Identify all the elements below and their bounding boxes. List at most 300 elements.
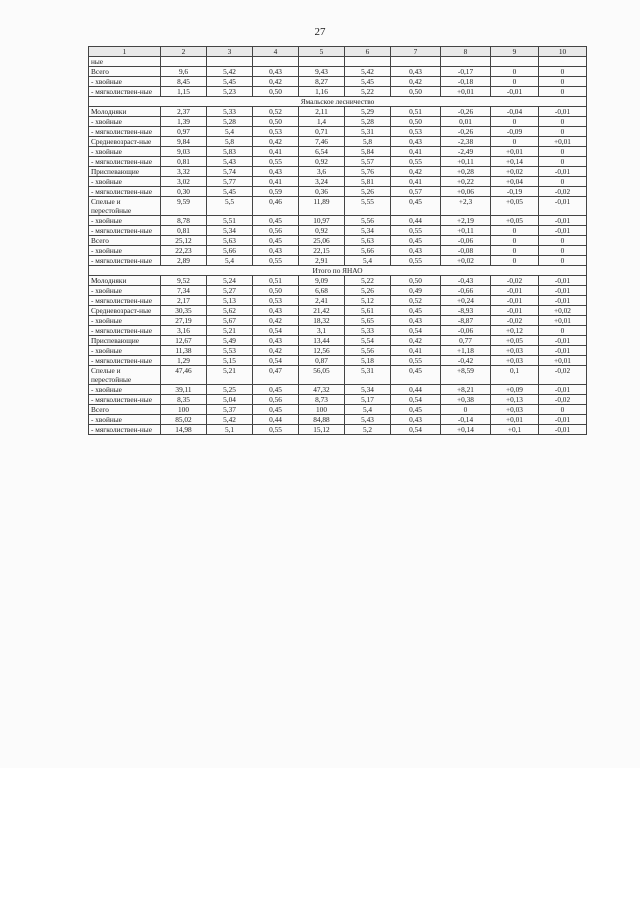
table-cell: -0,43 bbox=[441, 276, 491, 286]
table-cell: 5,74 bbox=[207, 167, 253, 177]
table-cell: 3,02 bbox=[161, 177, 207, 187]
table-cell: 9,43 bbox=[299, 67, 345, 77]
table-cell: -0,01 bbox=[539, 296, 587, 306]
table-cell: 18,32 bbox=[299, 316, 345, 326]
table-cell: 39,11 bbox=[161, 385, 207, 395]
table-cell: 8,45 bbox=[161, 77, 207, 87]
header-cell: 9 bbox=[491, 47, 539, 57]
table-row bbox=[89, 425, 587, 435]
table-cell: 5,81 bbox=[345, 177, 391, 187]
table-cell: 0,45 bbox=[253, 405, 299, 415]
table-cell: -0,01 bbox=[491, 306, 539, 316]
table-cell: +0,05 bbox=[491, 197, 539, 216]
table-cell: 21,42 bbox=[299, 306, 345, 316]
table-cell: 5,22 bbox=[345, 87, 391, 97]
table-cell: +2,3 bbox=[441, 197, 491, 216]
table-cell: 5,8 bbox=[345, 137, 391, 147]
table-cell: 0,43 bbox=[391, 316, 441, 326]
table-cell: +8,59 bbox=[441, 366, 491, 385]
table-cell: 0,44 bbox=[391, 216, 441, 226]
table-cell: 5,13 bbox=[207, 296, 253, 306]
table-cell: 0,43 bbox=[391, 246, 441, 256]
table-cell: 5,26 bbox=[345, 286, 391, 296]
table-cell bbox=[391, 57, 441, 67]
table-cell: -0,18 bbox=[441, 77, 491, 87]
table-cell bbox=[491, 57, 539, 67]
table-cell: 25,06 bbox=[299, 236, 345, 246]
table-cell: 3,1 bbox=[299, 326, 345, 336]
table-cell: 5,27 bbox=[207, 286, 253, 296]
data-table bbox=[88, 46, 587, 435]
table-cell: +0,09 bbox=[491, 385, 539, 395]
table-cell: +0,1 bbox=[491, 425, 539, 435]
table-cell: 3,32 bbox=[161, 167, 207, 177]
row-label: - хвойные bbox=[89, 286, 161, 296]
table-cell: 9,6 bbox=[161, 67, 207, 77]
table-cell: 0 bbox=[539, 157, 587, 167]
table-cell: 0,50 bbox=[253, 87, 299, 97]
table-cell: 0,47 bbox=[253, 366, 299, 385]
section-row bbox=[89, 266, 587, 276]
table-cell: 5,22 bbox=[345, 276, 391, 286]
row-label: - хвойные bbox=[89, 415, 161, 425]
table-row bbox=[89, 216, 587, 226]
table-cell: 0,55 bbox=[391, 256, 441, 266]
header-cell: 7 bbox=[391, 47, 441, 57]
table-cell: 0,45 bbox=[391, 236, 441, 246]
table-cell: 11,89 bbox=[299, 197, 345, 216]
table-cell: 7,46 bbox=[299, 137, 345, 147]
table-cell: +8,21 bbox=[441, 385, 491, 395]
table-cell: 0,45 bbox=[253, 385, 299, 395]
table-cell bbox=[539, 57, 587, 67]
section-title: Итого по ЯНАО bbox=[89, 266, 587, 276]
table-row bbox=[89, 77, 587, 87]
table-cell: 5,66 bbox=[207, 246, 253, 256]
table-cell: -0,01 bbox=[539, 425, 587, 435]
table-cell: 5,4 bbox=[345, 256, 391, 266]
table-cell: 0,50 bbox=[391, 87, 441, 97]
table-cell: 0,01 bbox=[441, 117, 491, 127]
table-body bbox=[89, 47, 587, 435]
table-cell: 5,4 bbox=[207, 127, 253, 137]
table-row bbox=[89, 127, 587, 137]
table-row bbox=[89, 117, 587, 127]
table-cell: 0,42 bbox=[391, 77, 441, 87]
table-cell: +0,03 bbox=[491, 346, 539, 356]
table-cell: +0,03 bbox=[491, 356, 539, 366]
table-row bbox=[89, 385, 587, 395]
table-row bbox=[89, 356, 587, 366]
table-cell: 5,34 bbox=[207, 226, 253, 236]
table-row bbox=[89, 395, 587, 405]
table-cell: 0,42 bbox=[253, 316, 299, 326]
table-cell: 0,42 bbox=[391, 167, 441, 177]
table-cell: -0,19 bbox=[491, 187, 539, 197]
table-cell: 84,88 bbox=[299, 415, 345, 425]
table-cell: -0,02 bbox=[491, 316, 539, 326]
table-cell: 5,63 bbox=[207, 236, 253, 246]
table-row bbox=[89, 256, 587, 266]
table-cell: 0,51 bbox=[391, 107, 441, 117]
table-cell: 12,67 bbox=[161, 336, 207, 346]
table-cell: -0,14 bbox=[441, 415, 491, 425]
table-cell: 14,98 bbox=[161, 425, 207, 435]
table-cell: 0 bbox=[491, 246, 539, 256]
table-cell: -0,01 bbox=[539, 167, 587, 177]
table-cell: 0,55 bbox=[391, 157, 441, 167]
table-cell: 0,41 bbox=[253, 147, 299, 157]
row-label: - мягколиствен-ные bbox=[89, 296, 161, 306]
table-cell: -0,06 bbox=[441, 326, 491, 336]
table-cell: 5,84 bbox=[345, 147, 391, 157]
table-row bbox=[89, 187, 587, 197]
table-cell: 0,45 bbox=[391, 306, 441, 316]
table-cell: 0,53 bbox=[253, 127, 299, 137]
table-cell: 8,78 bbox=[161, 216, 207, 226]
row-label: - мягколиствен-ные bbox=[89, 187, 161, 197]
table-cell bbox=[161, 57, 207, 67]
table-cell: 85,02 bbox=[161, 415, 207, 425]
section-row bbox=[89, 97, 587, 107]
table-cell: 5,77 bbox=[207, 177, 253, 187]
table-cell: 0 bbox=[491, 236, 539, 246]
table-cell: 1,39 bbox=[161, 117, 207, 127]
table-cell: +0,11 bbox=[441, 226, 491, 236]
table-cell: 0,43 bbox=[253, 167, 299, 177]
table-cell: 2,41 bbox=[299, 296, 345, 306]
table-cell: 10,97 bbox=[299, 216, 345, 226]
table-cell: 0,43 bbox=[253, 336, 299, 346]
table-cell: -0,01 bbox=[539, 276, 587, 286]
row-label: Молодняки bbox=[89, 107, 161, 117]
table-cell: 0,52 bbox=[253, 107, 299, 117]
table-cell: 0,42 bbox=[391, 336, 441, 346]
table-cell: 0 bbox=[491, 256, 539, 266]
table-cell: -8,93 bbox=[441, 306, 491, 316]
table-cell bbox=[207, 57, 253, 67]
table-cell: 0,41 bbox=[391, 346, 441, 356]
table-cell: 12,56 bbox=[299, 346, 345, 356]
table-cell: 5,51 bbox=[207, 216, 253, 226]
table-cell: +1,18 bbox=[441, 346, 491, 356]
row-label: Всего bbox=[89, 236, 161, 246]
table-cell: 2,37 bbox=[161, 107, 207, 117]
row-label: - мягколиствен-ные bbox=[89, 157, 161, 167]
row-label: - мягколиствен-ные bbox=[89, 395, 161, 405]
table-cell: 0,46 bbox=[253, 197, 299, 216]
table-cell: +0,14 bbox=[441, 425, 491, 435]
table-cell: 5,4 bbox=[207, 256, 253, 266]
table-cell: -0,01 bbox=[539, 385, 587, 395]
table-cell: 5,83 bbox=[207, 147, 253, 157]
table-cell: +0,01 bbox=[539, 356, 587, 366]
table-cell: -0,01 bbox=[539, 286, 587, 296]
table-cell: -0,02 bbox=[491, 276, 539, 286]
table-cell: 5,45 bbox=[345, 77, 391, 87]
row-label: Молодняки bbox=[89, 276, 161, 286]
table-row bbox=[89, 316, 587, 326]
table-cell: 11,38 bbox=[161, 346, 207, 356]
table-cell: 0 bbox=[539, 117, 587, 127]
table-cell: -0,01 bbox=[539, 415, 587, 425]
table-cell: 0 bbox=[539, 147, 587, 157]
table-header-row bbox=[89, 47, 587, 57]
table-cell: +0,28 bbox=[441, 167, 491, 177]
table-cell: 0,55 bbox=[391, 226, 441, 236]
table-cell: -0,02 bbox=[539, 395, 587, 405]
table-cell: 9,03 bbox=[161, 147, 207, 157]
row-label: - хвойные bbox=[89, 385, 161, 395]
table-cell: 1,15 bbox=[161, 87, 207, 97]
table-cell: +0,13 bbox=[491, 395, 539, 405]
table-cell: -0,01 bbox=[539, 336, 587, 346]
table-cell: 0,71 bbox=[299, 127, 345, 137]
table-cell: 47,46 bbox=[161, 366, 207, 385]
table-cell: 0,44 bbox=[391, 385, 441, 395]
table-cell: 5,31 bbox=[345, 127, 391, 137]
table-cell: 0,56 bbox=[253, 226, 299, 236]
table-cell: 5,5 bbox=[207, 197, 253, 216]
table-row bbox=[89, 286, 587, 296]
header-cell: 8 bbox=[441, 47, 491, 57]
table-cell: -0,02 bbox=[539, 187, 587, 197]
table-cell: 5,37 bbox=[207, 405, 253, 415]
table-cell: 5,54 bbox=[345, 336, 391, 346]
table-cell: 5,76 bbox=[345, 167, 391, 177]
table-cell: 1,16 bbox=[299, 87, 345, 97]
table-cell: +0,24 bbox=[441, 296, 491, 306]
table-cell: 5,33 bbox=[345, 326, 391, 336]
table-cell: 2,91 bbox=[299, 256, 345, 266]
table-cell: 2,17 bbox=[161, 296, 207, 306]
table-cell: 5,61 bbox=[345, 306, 391, 316]
row-label: - мягколиствен-ные bbox=[89, 87, 161, 97]
table-cell: 47,32 bbox=[299, 385, 345, 395]
table-cell bbox=[441, 57, 491, 67]
table-cell: 0,45 bbox=[253, 216, 299, 226]
table-cell: +0,02 bbox=[491, 167, 539, 177]
table-cell: 5,33 bbox=[207, 107, 253, 117]
row-label: - мягколиствен-ные bbox=[89, 326, 161, 336]
table-cell: 27,19 bbox=[161, 316, 207, 326]
table-cell: -0,08 bbox=[441, 246, 491, 256]
row-label: Всего bbox=[89, 405, 161, 415]
table-cell: 15,12 bbox=[299, 425, 345, 435]
table-cell: 0,55 bbox=[391, 356, 441, 366]
row-label: - хвойные bbox=[89, 147, 161, 157]
table-cell: 5,25 bbox=[207, 385, 253, 395]
table-cell: -0,01 bbox=[491, 286, 539, 296]
table-cell bbox=[253, 57, 299, 67]
table-cell: 1,4 bbox=[299, 117, 345, 127]
table-cell: 5,21 bbox=[207, 326, 253, 336]
row-label: - мягколиствен-ные bbox=[89, 256, 161, 266]
table-cell bbox=[299, 57, 345, 67]
table-row bbox=[89, 246, 587, 256]
table-row bbox=[89, 326, 587, 336]
table-cell: 5,43 bbox=[345, 415, 391, 425]
table-cell: 22,23 bbox=[161, 246, 207, 256]
row-label: - мягколиствен-ные bbox=[89, 127, 161, 137]
table-cell: 0,54 bbox=[253, 326, 299, 336]
table-cell: -0,04 bbox=[491, 107, 539, 117]
table-cell: -0,42 bbox=[441, 356, 491, 366]
table-cell: 8,35 bbox=[161, 395, 207, 405]
table-cell: +0,01 bbox=[491, 415, 539, 425]
row-label: Приспевающие bbox=[89, 167, 161, 177]
table-cell: -2,38 bbox=[441, 137, 491, 147]
table-cell: 0,45 bbox=[253, 236, 299, 246]
table-cell: +0,04 bbox=[491, 177, 539, 187]
table-row bbox=[89, 87, 587, 97]
table-cell: +0,38 bbox=[441, 395, 491, 405]
table-cell: 9,84 bbox=[161, 137, 207, 147]
table-cell: +0,06 bbox=[441, 187, 491, 197]
table-cell: +2,19 bbox=[441, 216, 491, 226]
table-cell: 5,28 bbox=[345, 117, 391, 127]
table-cell: 0,53 bbox=[391, 127, 441, 137]
table-cell: 0,57 bbox=[391, 187, 441, 197]
table-row bbox=[89, 137, 587, 147]
table-cell bbox=[345, 57, 391, 67]
table-cell: 0 bbox=[539, 326, 587, 336]
table-cell: 0,56 bbox=[253, 395, 299, 405]
table-cell: 0 bbox=[539, 246, 587, 256]
table-cell: +0,14 bbox=[491, 157, 539, 167]
table-cell: 5,57 bbox=[345, 157, 391, 167]
table-cell: 0,51 bbox=[253, 276, 299, 286]
table-cell: 100 bbox=[161, 405, 207, 415]
table-cell: -0,17 bbox=[441, 67, 491, 77]
table-cell: 0,55 bbox=[253, 157, 299, 167]
table-cell: 5,42 bbox=[207, 415, 253, 425]
table-cell: 0,50 bbox=[391, 117, 441, 127]
table-cell: 0 bbox=[539, 256, 587, 266]
row-label: - хвойные bbox=[89, 346, 161, 356]
table-cell: +0,05 bbox=[491, 336, 539, 346]
table-cell: -0,06 bbox=[441, 236, 491, 246]
table-cell: 0,81 bbox=[161, 226, 207, 236]
table-cell: 5,12 bbox=[345, 296, 391, 306]
table-cell: 0,77 bbox=[441, 336, 491, 346]
row-label: ные bbox=[89, 57, 161, 67]
table-cell: 2,89 bbox=[161, 256, 207, 266]
table-cell: 0 bbox=[491, 137, 539, 147]
table-cell: -0,02 bbox=[539, 366, 587, 385]
table-row bbox=[89, 296, 587, 306]
table-cell: +0,05 bbox=[491, 216, 539, 226]
table-cell: 0 bbox=[539, 177, 587, 187]
table-cell: 5,4 bbox=[345, 405, 391, 415]
table-cell: -0,01 bbox=[539, 216, 587, 226]
table-cell: 8,27 bbox=[299, 77, 345, 87]
row-label: Спелые и перестойные bbox=[89, 197, 161, 216]
table-cell: 9,52 bbox=[161, 276, 207, 286]
table-row bbox=[89, 177, 587, 187]
table-cell: 5,55 bbox=[345, 197, 391, 216]
table-cell: 3,24 bbox=[299, 177, 345, 187]
table-cell: 5,24 bbox=[207, 276, 253, 286]
table-cell: 5,1 bbox=[207, 425, 253, 435]
table-cell: +0,01 bbox=[539, 316, 587, 326]
table-cell: 0 bbox=[539, 236, 587, 246]
table-cell: 5,45 bbox=[207, 77, 253, 87]
table-cell: -0,66 bbox=[441, 286, 491, 296]
table-cell: 0,92 bbox=[299, 157, 345, 167]
table-cell: 6,54 bbox=[299, 147, 345, 157]
table-cell: 0,52 bbox=[391, 296, 441, 306]
table-cell: 5,63 bbox=[345, 236, 391, 246]
table-cell: 0,43 bbox=[391, 137, 441, 147]
table-cell: 0,54 bbox=[391, 425, 441, 435]
table-cell: -0,01 bbox=[539, 346, 587, 356]
table-cell: 5,43 bbox=[207, 157, 253, 167]
table-cell: 5,8 bbox=[207, 137, 253, 147]
table-cell: 0,45 bbox=[391, 366, 441, 385]
table-cell: 0,87 bbox=[299, 356, 345, 366]
table-cell: 0 bbox=[441, 405, 491, 415]
table-cell: +0,01 bbox=[539, 137, 587, 147]
table-row bbox=[89, 197, 587, 216]
table-cell: 5,04 bbox=[207, 395, 253, 405]
table-cell: 0 bbox=[539, 127, 587, 137]
table-cell: 1,29 bbox=[161, 356, 207, 366]
row-label: - хвойные bbox=[89, 246, 161, 256]
table-cell: 5,21 bbox=[207, 366, 253, 385]
table-cell: 5,34 bbox=[345, 385, 391, 395]
table-cell: 0,44 bbox=[253, 415, 299, 425]
table-cell: 0,43 bbox=[253, 246, 299, 256]
table-cell: 5,53 bbox=[207, 346, 253, 356]
table-cell: +0,01 bbox=[441, 87, 491, 97]
row-label: - хвойные bbox=[89, 77, 161, 87]
table-cell: 5,2 bbox=[345, 425, 391, 435]
table-cell: 25,12 bbox=[161, 236, 207, 246]
table-cell: 0,55 bbox=[253, 256, 299, 266]
table-cell: -0,01 bbox=[539, 197, 587, 216]
table-cell: 5,15 bbox=[207, 356, 253, 366]
table-cell: 0,42 bbox=[253, 137, 299, 147]
table-cell: 0,81 bbox=[161, 157, 207, 167]
table-cell: 0,59 bbox=[253, 187, 299, 197]
header-cell: 2 bbox=[161, 47, 207, 57]
table-row bbox=[89, 346, 587, 356]
table-cell: 0,45 bbox=[391, 197, 441, 216]
table-row bbox=[89, 336, 587, 346]
table-cell: -8,87 bbox=[441, 316, 491, 326]
table-cell: 5,29 bbox=[345, 107, 391, 117]
table-cell: -0,01 bbox=[539, 107, 587, 117]
table-cell: 9,09 bbox=[299, 276, 345, 286]
row-label: Всего bbox=[89, 67, 161, 77]
table-cell: 0,42 bbox=[253, 77, 299, 87]
header-cell: 1 bbox=[89, 47, 161, 57]
table-cell: 3,16 bbox=[161, 326, 207, 336]
row-label: - хвойные bbox=[89, 177, 161, 187]
table-cell: 5,62 bbox=[207, 306, 253, 316]
table-cell: 0,41 bbox=[391, 147, 441, 157]
table-cell: 5,45 bbox=[207, 187, 253, 197]
header-cell: 5 bbox=[299, 47, 345, 57]
row-label: Спелые и перестойные bbox=[89, 366, 161, 385]
row-label: - хвойные bbox=[89, 216, 161, 226]
table-row bbox=[89, 366, 587, 385]
table-cell: 0,54 bbox=[391, 326, 441, 336]
table-cell: 5,17 bbox=[345, 395, 391, 405]
row-label: - мягколиствен-ные bbox=[89, 226, 161, 236]
table-cell: 0,36 bbox=[299, 187, 345, 197]
